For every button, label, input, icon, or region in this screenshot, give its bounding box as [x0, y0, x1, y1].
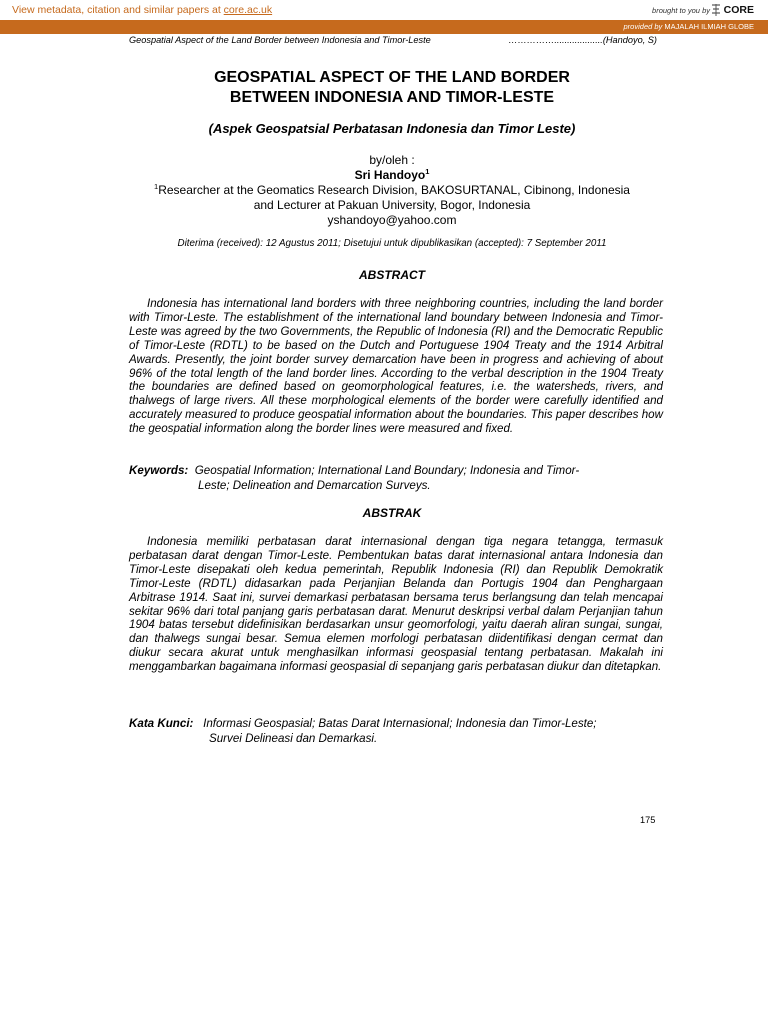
kata-kunci-line-2: Survei Delineasi dan Demarkasi. [209, 732, 378, 745]
core-banner [0, 0, 768, 21]
provider-name: MAJALAH ILMIAH GLOBE [664, 22, 754, 31]
core-logo-text: CORE [723, 4, 754, 16]
abstract-heading: ABSTRACT [359, 268, 425, 282]
kata-kunci-line-1: Informasi Geospasial; Batas Darat Internasional; Indonesia dan Timor-Leste; [203, 717, 597, 730]
author-block [100, 153, 684, 228]
provided-by-label: provided by [623, 22, 663, 31]
running-head-author: ……………...................(Handoyo, S) [508, 35, 657, 45]
abstrak-keywords [129, 716, 663, 746]
provided-by-text [624, 22, 754, 31]
keywords-line-2: Leste; Delineation and Demarcation Surveys. [198, 479, 431, 492]
abstrak-text: Indonesia memiliki perbatasan darat internasional dengan tiga negara tetangga, termasuk perbatasan darat dengan Timor-Leste. Pembentukan batas darat internasional antara Indonesia dan Timor-Leste disepakati oleh kedua pemerintah, Republik Indonesia (RI) dan Republik Demokratik Timor-Leste (RDTL) didasarkan pada Perjanjian Belanda dan Portugis 1904 dan Penghargaan Arbitrase 1914. Saat ini, survei demarkasi perbatasan bersama terus berlangsung dan telah mencapai sekitar 96% dari total panjang garis perbatasan darat. Menurut deskripsi verbal dalam Perjanjian tahun 1904 batas tersebut didefinisikan berdasarkan unsur geomorfologi, yaitu daerah aliran sungai, sungai, dan thalwegs sungai besar. Semua elemen morfologi perbatasan diidentifikasi dengan cermat dan diukur secara akurat untuk menghasilkan informasi geospasial tentang perbatasan. Makalah ini menggambarkan bagaimana informasi geospasial di sepanjang garis perbatasan diukur dan ditetapkan. [129, 535, 663, 674]
affiliation-line-1 [100, 183, 684, 198]
running-head-title: Geospatial Aspect of the Land Border between Indonesia and Timor-Leste [129, 35, 431, 45]
author-superscript: 1 [425, 167, 430, 176]
by-label: by/oleh : [369, 153, 415, 167]
abstract-text: Indonesia has international land borders with three neighboring countries, including the land border with Timor-Leste. The establishment of the international land boundary between Indonesia and Timor-Leste was agreed by the two Governments, the Republic of Indonesia (RI) and the Democratic Republic of Timor-Leste (RDTL) to be based on the Dutch and Portuguese 1904 Treaty and the 1914 Arbitral Awards. Presently, the joint border survey demarcation have been in progress and achieving of about 96% of the total length of the land border lines. According to the verbal description in the 1904 Treaty the boundaries are defined based on geomorphological features, i.e. the watersheds, rivers, and thalwegs of large rivers. All these morphological elements of the border were carefully identified and accurately measured to produce geospatial information about the boundaries. This paper describes how the geospatial information along the border lines were measured and fixed. [129, 297, 663, 436]
received-accepted-dates: Diterima (received): 12 Agustus 2011; Disetujui untuk dipublikasikan (accepted): 7 September 2011 [177, 238, 607, 249]
keywords-line-1: Geospatial Information; International Land Boundary; Indonesia and Timor- [194, 464, 580, 477]
paper-title [100, 68, 684, 108]
kata-kunci-label: Kata Kunci: [129, 717, 194, 730]
provided-by-bar [0, 20, 768, 34]
core-notice-text: View metadata, citation and similar papers at [12, 4, 224, 16]
author-name [100, 168, 684, 183]
affiliation-superscript: 1 [154, 182, 159, 191]
core-logo-icon [710, 3, 722, 17]
core-metadata-notice [12, 4, 272, 16]
title-line-2: BETWEEN INDONESIA AND TIMOR-LESTE [229, 89, 555, 106]
paper-subtitle: (Aspek Geospatsial Perbatasan Indonesia dan Timor Leste) [208, 121, 576, 136]
author-name-text: Sri Handoyo [354, 168, 426, 182]
keywords-label: Keywords: [129, 464, 189, 477]
abstract-keywords [129, 463, 663, 493]
title-line-1: GEOSPATIAL ASPECT OF THE LAND BORDER [214, 69, 570, 86]
core-logo[interactable] [710, 2, 754, 18]
abstrak-heading: ABSTRAK [362, 506, 422, 520]
running-head [129, 35, 657, 45]
brought-to-you-text: brought to you by [652, 6, 710, 15]
affiliation-line-2: and Lecturer at Pakuan University, Bogor, Indonesia [253, 198, 531, 212]
page-number: 175 [640, 815, 656, 825]
author-email: yshandoyo@yahoo.com [327, 213, 457, 227]
affiliation-text-1: Researcher at the Geomatics Research Division, BAKOSURTANAL, Cibinong, Indonesia [158, 183, 630, 197]
core-link[interactable]: core.ac.uk [223, 4, 273, 16]
